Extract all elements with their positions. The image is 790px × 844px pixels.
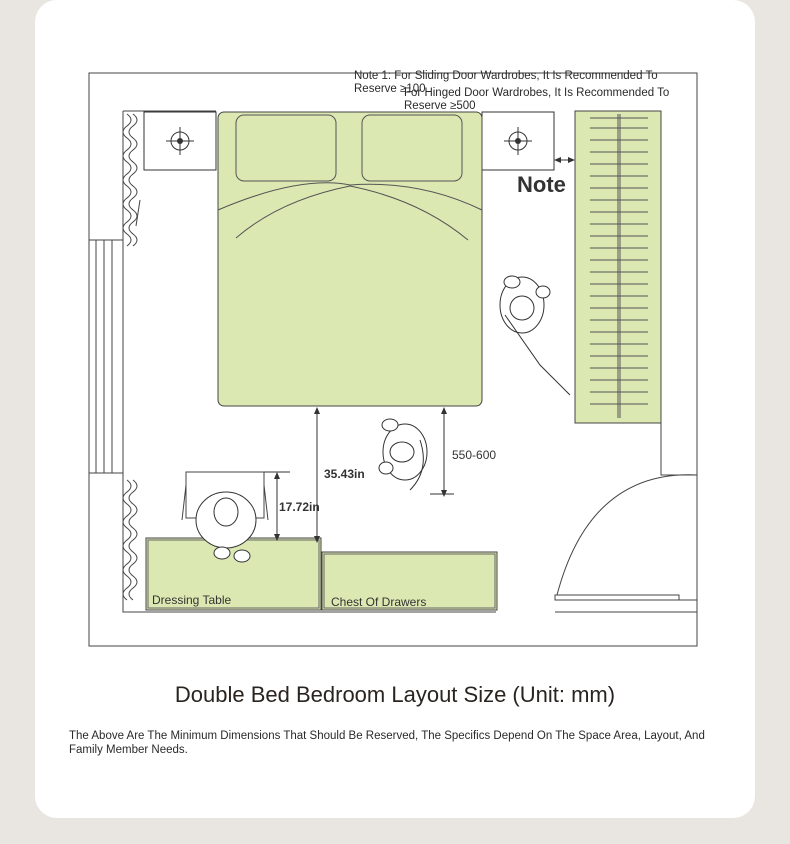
dimension-bed-to-dresser: 35.43in [324, 467, 365, 481]
window [89, 240, 123, 473]
note-1-line-2: Reserve ≥100 [354, 83, 426, 95]
page-title: Double Bed Bedroom Layout Size (Unit: mm) [174, 682, 616, 707]
curtain-bottom [123, 480, 137, 600]
note-2-line-1: For Hinged Door Wardrobes, It Is Recommended To [404, 87, 670, 99]
pillow-right [362, 115, 462, 181]
note-2-line-2: Reserve ≥500 [404, 100, 476, 112]
door-leaf [555, 595, 679, 600]
dimension-walkway: 550-600 [452, 448, 497, 462]
dimension-chair-clearance: 17.72in [279, 500, 320, 514]
dressing-table-label: Dressing Table [152, 593, 232, 607]
chest-of-drawers-label: Chest Of Drawers [331, 595, 427, 609]
person-standing [500, 276, 570, 395]
note-label: Note [517, 172, 566, 197]
curtain-top [123, 114, 137, 246]
pillow-left [236, 115, 336, 181]
note-1-line-1: Note 1: For Sliding Door Wardrobes, It Is Recommended To [354, 70, 658, 82]
person-walking [379, 419, 427, 490]
door-swing [557, 475, 697, 595]
description-text: The Above Are The Minimum Dimensions That Should Be Reserved, The Specifics Depend On The Space Area, Layout, And Family Member Needs. [69, 730, 705, 756]
